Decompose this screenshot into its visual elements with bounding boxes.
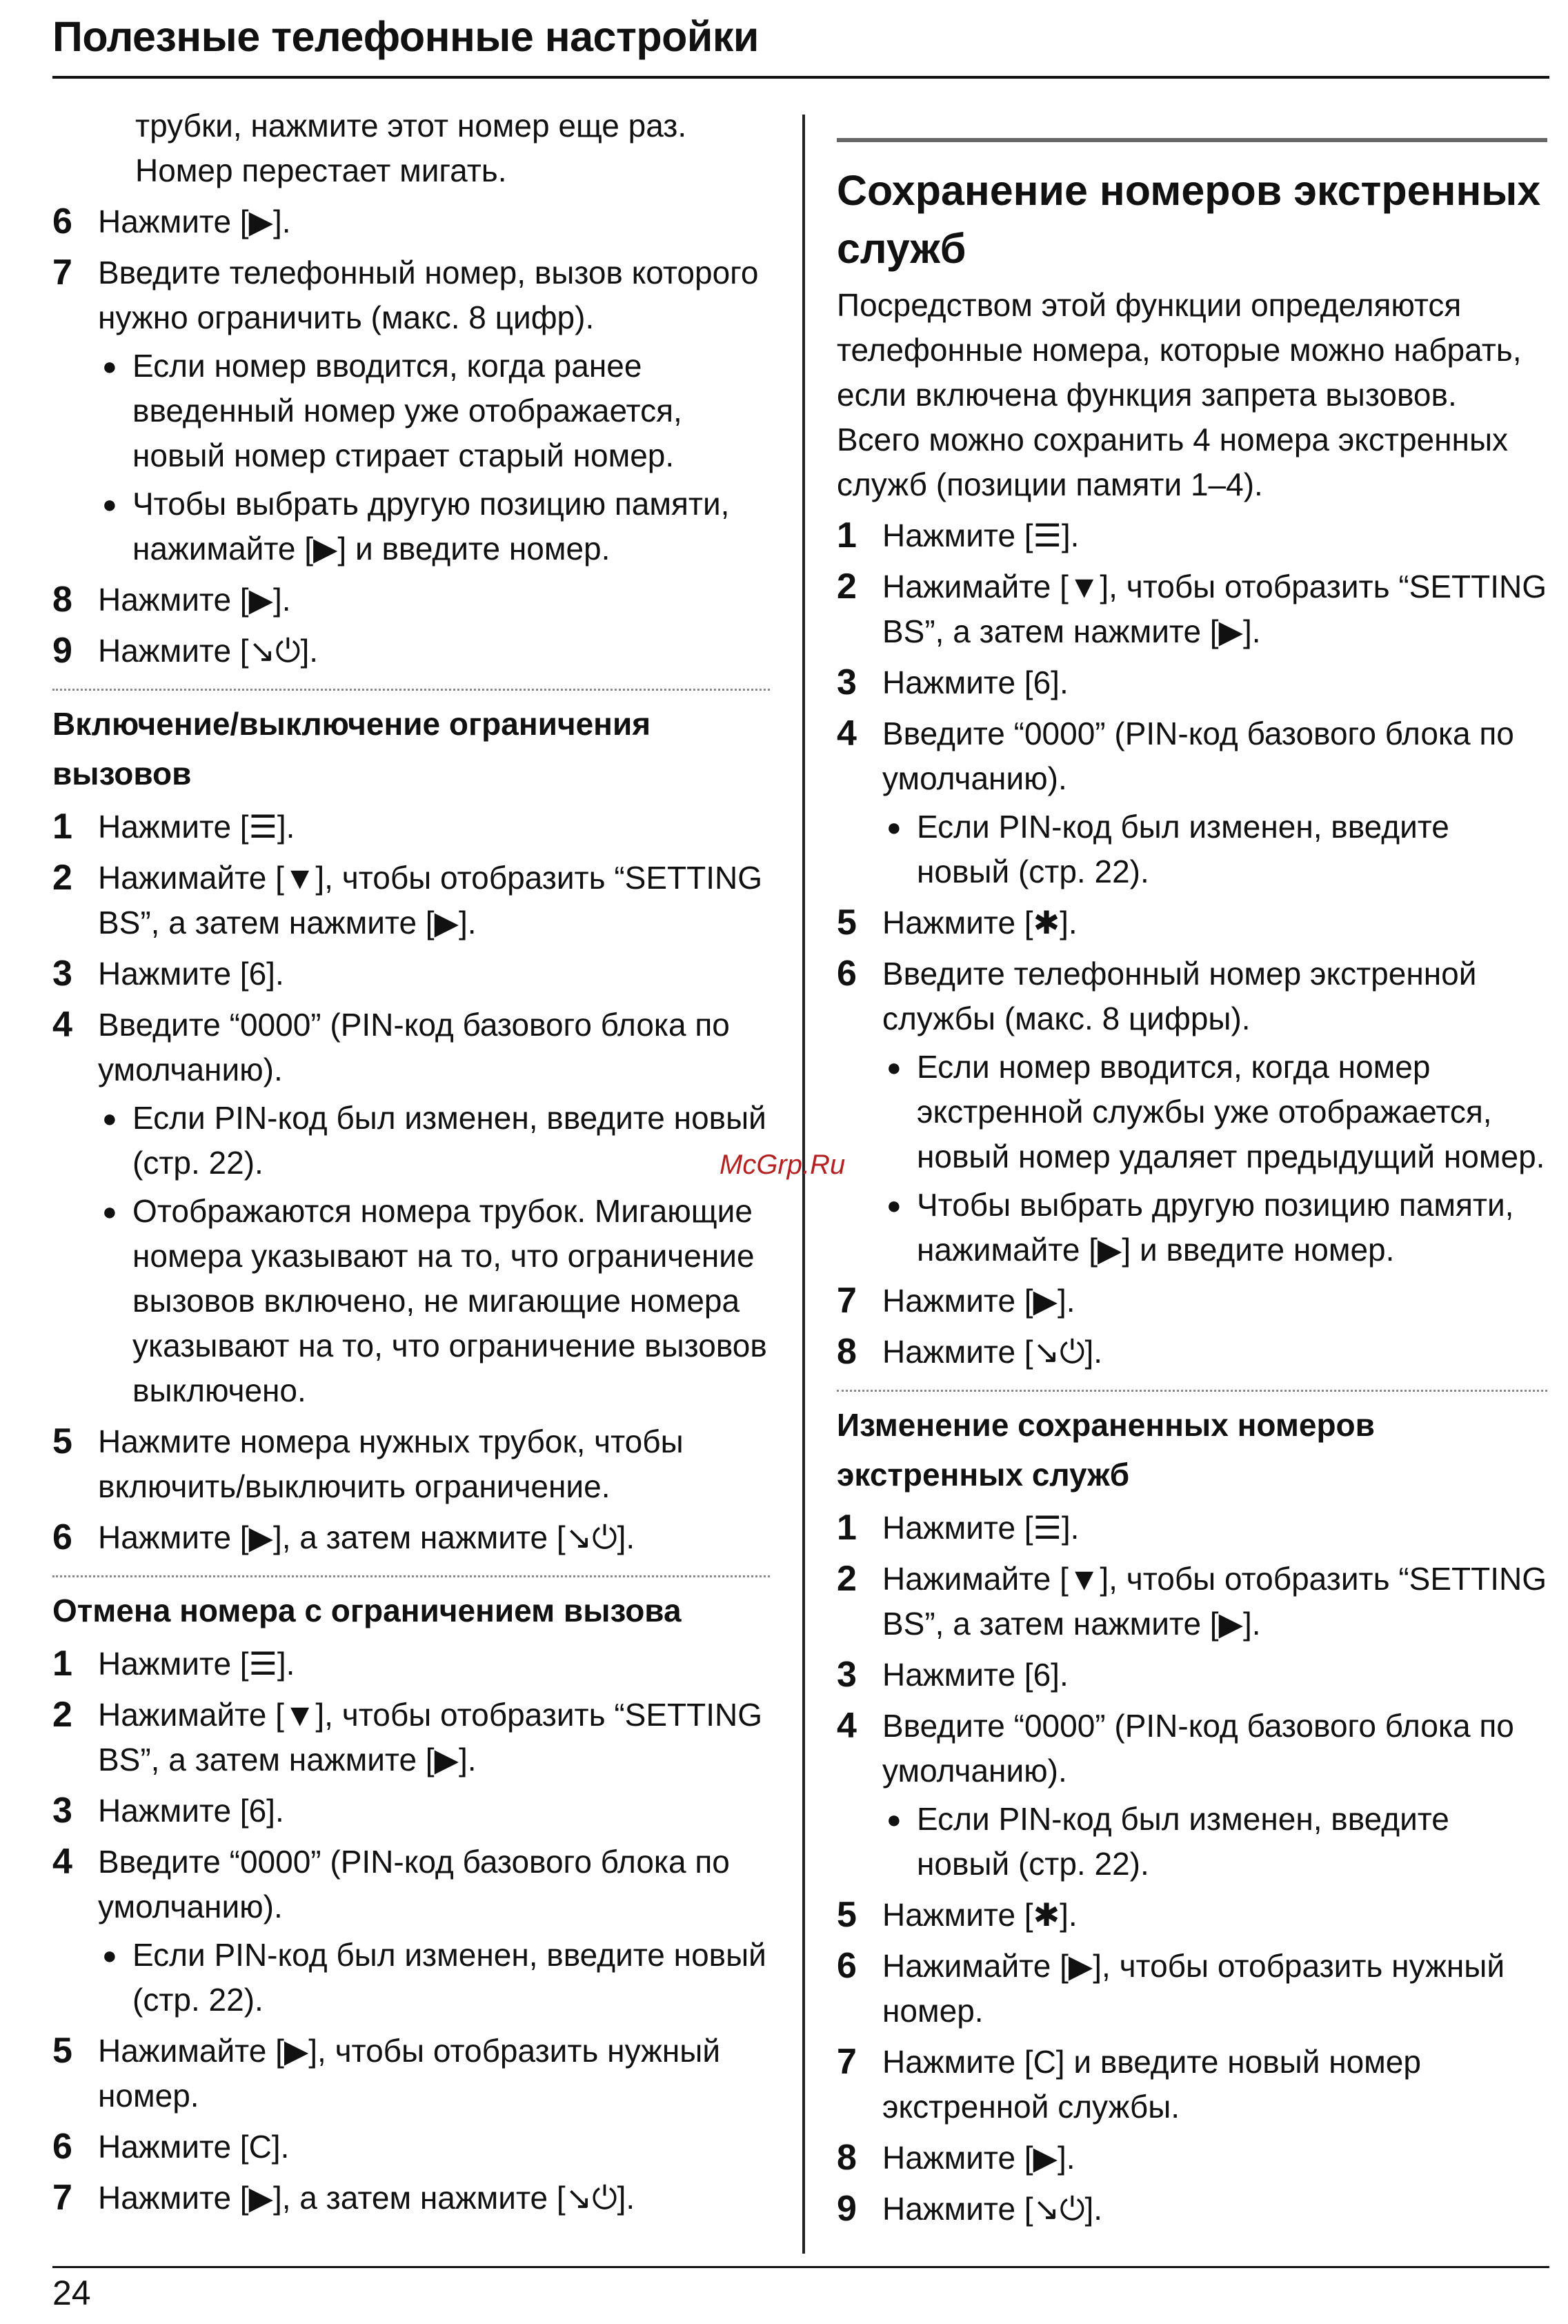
step-text: Введите телефонный номер экстренной службы (макс. 8 цифры). — [882, 956, 1477, 1036]
section-divider — [837, 1390, 1547, 1392]
step-text: Нажмите [↘⏻]. — [882, 2191, 1103, 2227]
step-number: 4 — [52, 1005, 72, 1045]
section-divider — [837, 138, 1547, 142]
step-number: 2 — [52, 858, 72, 898]
step — [837, 1279, 1547, 1323]
bullet-dot-icon: ● — [102, 490, 117, 518]
step — [52, 578, 770, 622]
step — [837, 1944, 1547, 2034]
step-number: 1 — [837, 515, 857, 555]
step-number: 2 — [837, 1559, 857, 1599]
step — [52, 805, 770, 849]
step-number: 4 — [837, 1706, 857, 1746]
step — [52, 629, 770, 673]
step-text: Нажмите [▶], а затем нажмите [↘⏻]. — [98, 2180, 635, 2216]
step — [52, 199, 770, 244]
step-text: Нажимайте [▶], чтобы отобразить нужный номер. — [882, 1948, 1505, 2029]
step-number: 1 — [52, 1644, 72, 1684]
step-text: Нажмите [▶]. — [882, 2140, 1075, 2176]
step-text: Нажмите [▶]. — [98, 582, 291, 618]
step — [837, 513, 1547, 558]
watermark: McGrp.Ru — [720, 1150, 846, 1180]
step — [837, 1893, 1547, 1938]
step — [52, 2176, 770, 2220]
bullet-dot-icon: ● — [886, 1805, 902, 1833]
step — [837, 564, 1547, 654]
step-text: Нажмите [▶]. — [882, 1283, 1075, 1319]
step-text: Нажмите [▶]. — [98, 204, 291, 239]
step — [52, 952, 770, 996]
step-number: 7 — [837, 1281, 857, 1321]
step-text: Нажмите [↘⏻]. — [98, 633, 319, 669]
step-number: 3 — [837, 1655, 857, 1695]
step — [837, 900, 1547, 945]
section-heading: Изменение сохраненных номеров экстренных служб — [837, 1407, 1375, 1493]
bullet-item — [882, 1183, 1547, 1272]
column-divider — [802, 115, 805, 2254]
step-number: 3 — [52, 954, 72, 994]
section-divider — [52, 1575, 770, 1577]
step-number: 9 — [52, 631, 72, 671]
step — [837, 1506, 1547, 1550]
step — [837, 711, 1547, 801]
bullet-text: Если номер вводится, когда ранее введенный номер уже отображается, новый номер стирает старый номер. — [132, 348, 682, 473]
step — [837, 2136, 1547, 2180]
step-text: Введите “0000” (PIN-код базового блока по умолчанию). — [98, 1007, 730, 1087]
step-text: Нажмите [6]. — [98, 956, 284, 992]
bullet-item — [882, 1797, 1547, 1887]
step-text: Нажимайте [▼], чтобы отобразить “SETTING BS”, а затем нажмите [▶]. — [98, 1697, 762, 1778]
step-text: Нажмите [☰]. — [98, 809, 295, 845]
step — [52, 1840, 770, 1929]
step-text: Нажимайте [▼], чтобы отобразить “SETTING BS”, а затем нажмите [▶]. — [98, 860, 762, 941]
page-number: 24 — [52, 2274, 91, 2312]
bullet-dot-icon: ● — [886, 1053, 902, 1081]
step-text: Нажмите [☰]. — [882, 518, 1080, 553]
step — [837, 1330, 1547, 1375]
bullet-dot-icon: ● — [102, 352, 117, 380]
bullet-item — [98, 482, 770, 571]
bullet-dot-icon: ● — [102, 1197, 117, 1225]
step-number: 6 — [837, 1946, 857, 1986]
step-text: Нажмите [☰]. — [882, 1510, 1080, 1546]
step-number: 8 — [837, 1332, 857, 1372]
step — [52, 2125, 770, 2169]
bullet-dot-icon: ● — [886, 813, 902, 841]
bullet-text: Чтобы выбрать другую позицию памяти, нажимайте [▶] и введите номер. — [917, 1187, 1514, 1268]
step-number: 5 — [837, 903, 857, 943]
header-rule — [52, 76, 1549, 79]
step — [837, 1704, 1547, 1793]
bullet-text: Если PIN-код был изменен, введите новый (стр. 22). — [917, 1801, 1449, 1882]
step-text: Нажмите [C]. — [98, 2129, 290, 2165]
step — [52, 1515, 770, 1560]
step-number: 2 — [52, 1695, 72, 1735]
bullet-item — [882, 805, 1547, 894]
bullet-item — [882, 1045, 1547, 1179]
step — [837, 660, 1547, 705]
step-number: 5 — [837, 1895, 857, 1935]
footer-rule — [52, 2266, 1549, 2268]
bullet-text: Если PIN-код был изменен, введите новый (стр. 22). — [132, 1100, 766, 1181]
step-number: 6 — [52, 2127, 72, 2167]
page-title: Полезные телефонные настройки — [52, 13, 759, 60]
step-text: Введите “0000” (PIN-код базового блока по умолчанию). — [882, 716, 1514, 796]
step-number: 7 — [52, 2178, 72, 2218]
step-number: 1 — [52, 807, 72, 847]
step — [837, 952, 1547, 1041]
bullet-item — [98, 1096, 770, 1185]
bullet-text: Если номер вводится, когда номер экстренной службы уже отображается, новый номер удаляет предыдущий номер. — [917, 1049, 1545, 1174]
step-text: Нажмите [C] и введите новый номер экстренной службы. — [882, 2044, 1421, 2125]
step — [52, 1789, 770, 1833]
step-text: Нажимайте [▶], чтобы отобразить нужный номер. — [98, 2033, 721, 2114]
continued-paragraph: трубки, нажмите этот номер еще раз. Номер перестает мигать. — [135, 108, 687, 188]
bullet-text: Отображаются номера трубок. Мигающие номера указывают на то, что ограничение вызовов включено, не мигающие номера указывают на то, что ограничение вызовов выключено. — [132, 1193, 767, 1408]
bullet-text: Если PIN-код был изменен, введите новый (стр. 22). — [132, 1937, 766, 2018]
step-text: Нажмите [☰]. — [98, 1646, 295, 1682]
step-number: 2 — [837, 567, 857, 607]
bullet-text: Чтобы выбрать другую позицию памяти, нажимайте [▶] и введите номер. — [132, 486, 730, 567]
bullet-item — [98, 344, 770, 478]
step — [52, 1003, 770, 1092]
step-text: Введите “0000” (PIN-код базового блока по умолчанию). — [882, 1708, 1514, 1789]
step-text: Нажмите [6]. — [882, 664, 1069, 700]
step-number: 6 — [52, 1517, 72, 1557]
step-number: 7 — [837, 2042, 857, 2082]
step-number: 6 — [837, 954, 857, 994]
step — [837, 1557, 1547, 1646]
bullet-dot-icon: ● — [102, 1941, 117, 1969]
step-number: 8 — [837, 2138, 857, 2178]
left-column — [52, 104, 770, 2220]
step-text: Нажмите [▶], а затем нажмите [↘⏻]. — [98, 1519, 635, 1555]
section-heading: Включение/выключение ограничения вызовов — [52, 706, 651, 791]
step-number: 8 — [52, 580, 72, 620]
bullet-dot-icon: ● — [886, 1191, 902, 1219]
section-heading: Сохранение номеров экстренных служб — [837, 167, 1541, 272]
right-column — [837, 138, 1547, 2232]
step-text: Нажимайте [▼], чтобы отобразить “SETTING BS”, а затем нажмите [▶]. — [882, 1561, 1547, 1642]
section-divider — [52, 689, 770, 691]
step-text: Введите “0000” (PIN-код базового блока по умолчанию). — [98, 1844, 730, 1924]
step — [837, 1653, 1547, 1697]
step-number: 6 — [52, 201, 72, 242]
step-number: 1 — [837, 1508, 857, 1548]
step — [837, 2187, 1547, 2232]
step — [52, 1693, 770, 1782]
bullet-text: Если PIN-код был изменен, введите новый (стр. 22). — [917, 809, 1449, 889]
step-text: Нажмите [✱]. — [882, 905, 1078, 941]
step-text: Введите телефонный номер, вызов которого нужно ограничить (макс. 8 цифр). — [98, 255, 759, 335]
step — [52, 250, 770, 340]
step-number: 5 — [52, 1421, 72, 1461]
bullet-item — [98, 1933, 770, 2022]
step-number: 5 — [52, 2031, 72, 2071]
step-text: Нажмите [↘⏻]. — [882, 1334, 1103, 1370]
step-text: Нажмите номера нужных трубок, чтобы включить/выключить ограничение. — [98, 1424, 684, 1504]
step-text: Нажмите [6]. — [98, 1793, 284, 1829]
step — [52, 1419, 770, 1509]
step-number: 7 — [52, 253, 72, 293]
bullet-dot-icon: ● — [102, 1104, 117, 1132]
step — [52, 2029, 770, 2118]
step-number: 3 — [52, 1791, 72, 1831]
step-number: 4 — [837, 713, 857, 754]
step — [52, 1642, 770, 1686]
intro-paragraph: Посредством этой функции определяются телефонные номера, которые можно набрать, если включена функция запрета вызовов. Всего можно сохранить 4 номера экстренных служб (позиции памяти 1–4). — [837, 287, 1522, 502]
step-number: 4 — [52, 1842, 72, 1882]
step-number: 9 — [837, 2189, 857, 2229]
step — [52, 856, 770, 945]
step — [837, 2040, 1547, 2129]
step-text: Нажмите [✱]. — [882, 1897, 1078, 1933]
step-text: Нажимайте [▼], чтобы отобразить “SETTING BS”, а затем нажмите [▶]. — [882, 569, 1547, 649]
step-text: Нажмите [6]. — [882, 1657, 1069, 1693]
step-number: 3 — [837, 662, 857, 702]
section-heading: Отмена номера с ограничением вызова — [52, 1593, 682, 1628]
bullet-item — [98, 1189, 770, 1413]
